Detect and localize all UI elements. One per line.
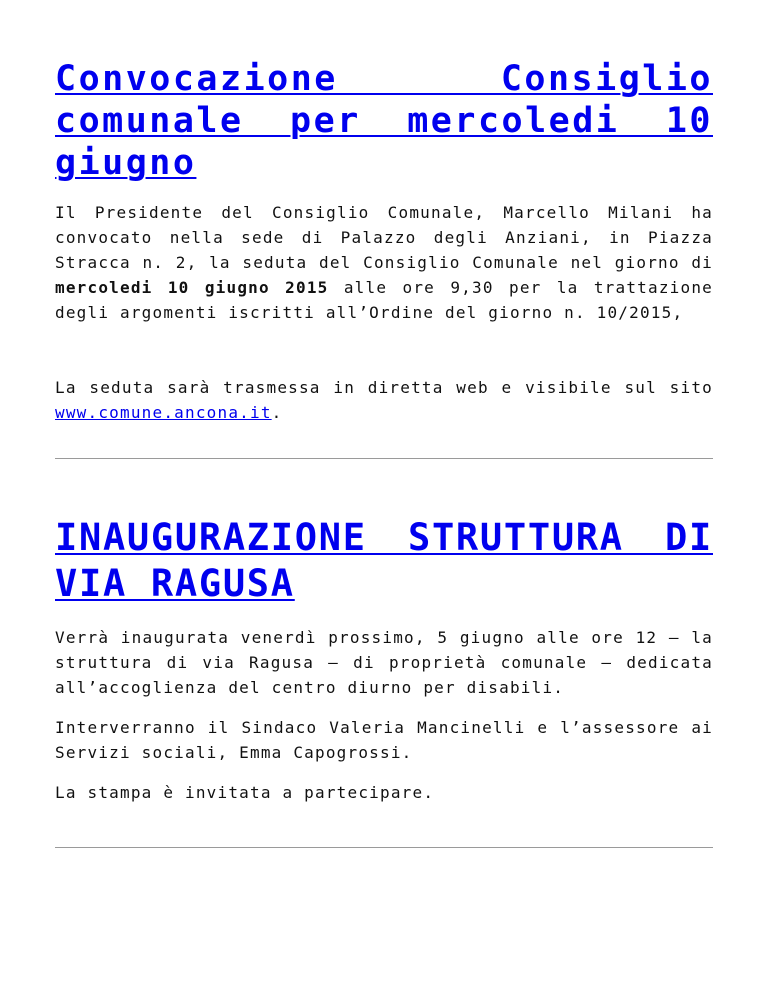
post-paragraph: Interverranno il Sindaco Valeria Mancinelli e l’assessore ai Servizi sociali, Emma Capogrossi. <box>55 718 713 762</box>
paragraph-text: La seduta sarà trasmessa in diretta web e visibile sul sito <box>55 378 713 397</box>
paragraph-text: . <box>271 403 283 422</box>
post-paragraph <box>55 375 713 425</box>
post-paragraph <box>55 200 713 325</box>
post-paragraph: La stampa è invitata a partecipare. <box>55 783 435 802</box>
post-paragraph: Verrà inaugurata venerdì prossimo, 5 giugno alle ore 12 – la struttura di via Ragusa – di proprietà comunale – dedicata all’accoglienza del centro diurno per disabili. <box>55 628 713 697</box>
post-title-link[interactable]: Convocazione Consiglio comunale per mercoledi 10 giugno <box>55 59 713 183</box>
post-divider <box>55 458 713 459</box>
paragraph-text: alle ore 9,30 per la trattazione degli argomenti iscritti all’Ordine del giorno n. 10/2015, <box>55 278 713 322</box>
website-link[interactable]: www.comune.ancona.it <box>55 403 272 422</box>
post-divider <box>55 847 713 848</box>
paragraph-text: Il Presidente del Consiglio Comunale, Marcello Milani ha convocato nella sede di Palazzo degli Anziani, in Piazza Stracca n. 2, la seduta del Consiglio Comunale nel giorno di <box>55 203 713 272</box>
meeting-date: mercoledi 10 giugno 2015 <box>55 278 329 297</box>
post-title <box>55 58 713 184</box>
page <box>55 58 713 848</box>
post-title <box>55 515 713 607</box>
post-title-link[interactable]: INAUGURAZIONE STRUTTURA DI VIA RAGUSA <box>55 516 713 605</box>
